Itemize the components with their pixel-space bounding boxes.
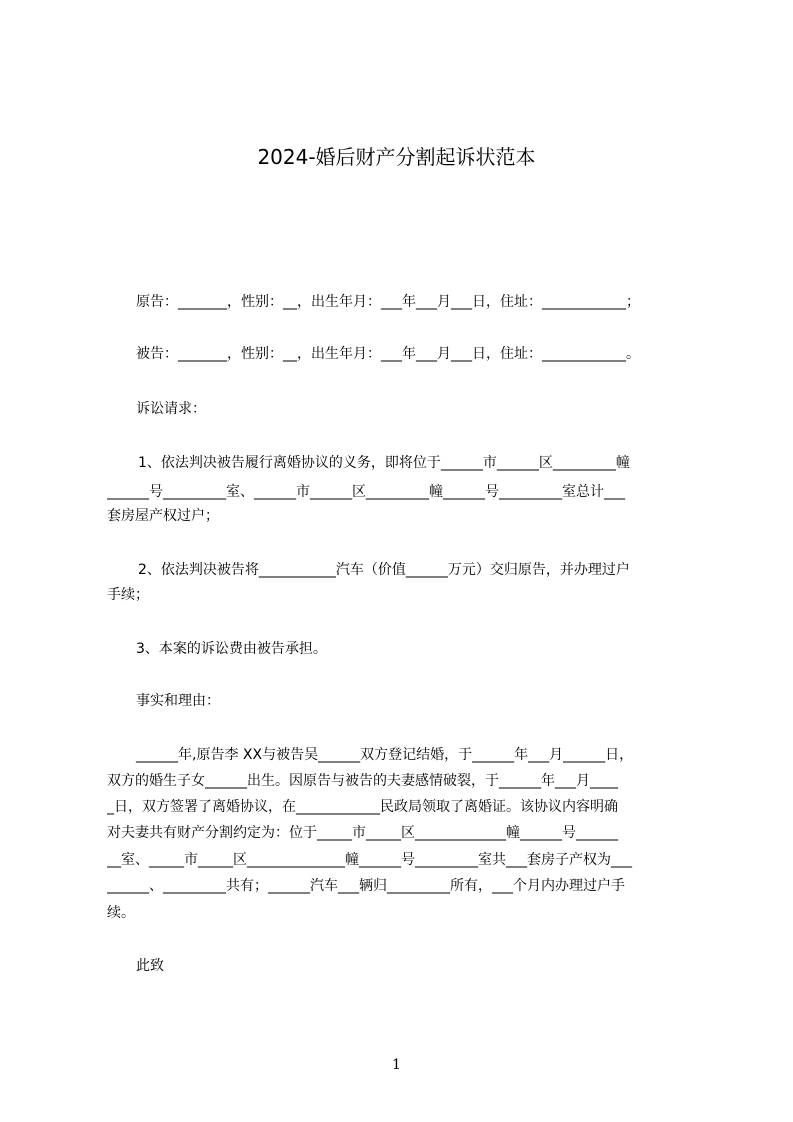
facts-line-3: _日，双方签署了离婚协议，在____________民政局领取了离婚证。该协议内容明确 xyxy=(107,799,618,815)
facts-line-1: ______年,原告李 XX与被告吴______双方登记结婚，于______年___月______日， xyxy=(136,747,634,763)
claim-1-line-2: ______号_________室、______市______区_________幢______号_________室总计___ xyxy=(107,484,625,500)
facts-line-7: 续。 xyxy=(107,905,135,921)
claims-heading: 诉讼请求： xyxy=(136,401,206,417)
claim-3: 3、本案的诉讼费由被告承担。 xyxy=(136,641,327,657)
facts-heading: 事实和理由： xyxy=(136,693,220,709)
closing-text: 此致 xyxy=(136,958,164,974)
facts-line-6: ______、_________共有；______汽车___辆归_________所有，___个月内办理过户手 xyxy=(107,878,625,894)
claim-1-line-1: 1、依法判决被告履行离婚协议的义务，即将位于______市______区_________幢 xyxy=(138,455,630,471)
claim-2-line-1: 2、依法判决被告将___________汽车（价值______万元）交归原告，并办理过户 xyxy=(138,562,630,578)
defendant-info: 被告：_______，性别：__，出生年月：___年___月___日，住址：____________。 xyxy=(136,346,640,362)
facts-line-2: 双方的婚生子女______出生。因原告与被告的夫妻感情破裂，于______年___月____ xyxy=(107,773,618,789)
plaintiff-info: 原告：_______，性别：__，出生年月：___年___月___日，住址：____________； xyxy=(136,294,640,310)
facts-line-5: __室、_____市_____区______________幢______号_________室共___套房子产权为___ xyxy=(107,852,632,868)
facts-line-4: 对夫妻共有财产分割约定为：位于_____市_____区_____________幢______号______ xyxy=(107,825,618,841)
page-number: 1 xyxy=(392,1057,401,1073)
claim-1-line-3: 套房屋产权过户； xyxy=(107,508,219,524)
document-title: 2024-婚后财产分割起诉状范本 xyxy=(257,145,536,169)
claim-2-line-2: 手续； xyxy=(107,587,149,603)
